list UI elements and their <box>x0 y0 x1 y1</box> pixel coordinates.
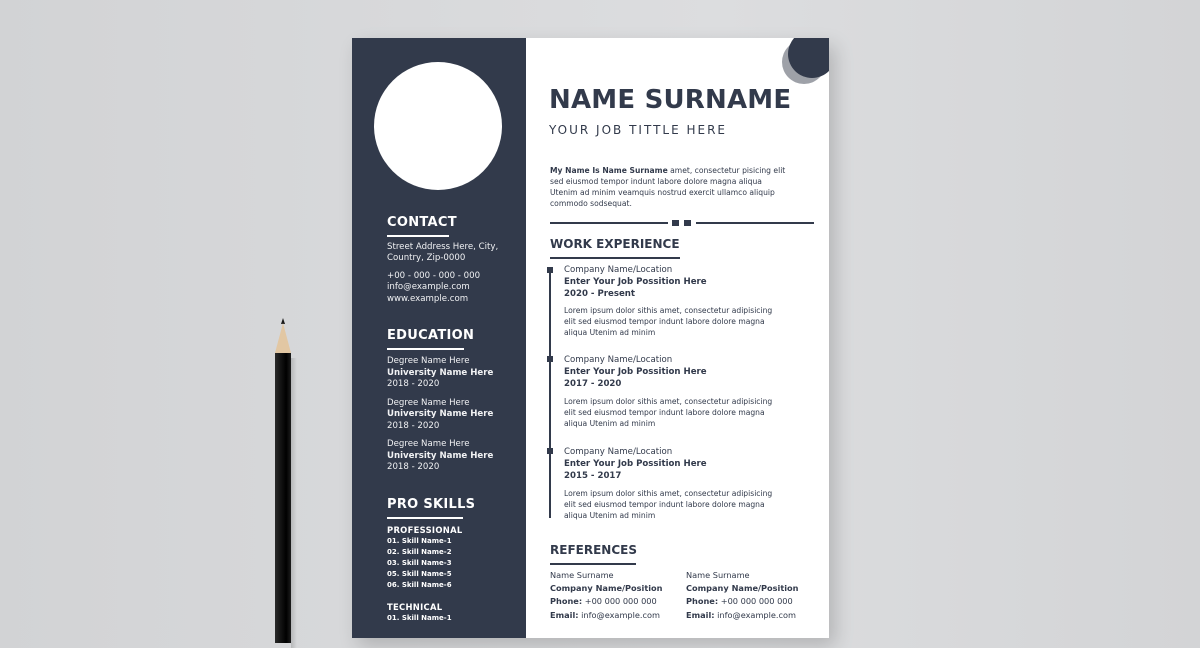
work-experience-heading: WORK EXPERIENCE <box>550 237 680 251</box>
reference-item: Name Surname Company Name/Position Phone: +00 000 000 000 Email: info@example.com <box>550 570 663 620</box>
references-rule <box>550 563 636 565</box>
education-degree: Degree Name Here <box>387 356 470 366</box>
education-degree: Degree Name Here <box>387 439 470 449</box>
work-item: Company Name/Location Enter Your Job Possition Here 2017 - 2020 Lorem ipsum dolor sithis amet, consectetur adipisicing elit sed eiusmod tempor indunt labore dolore magna aliqua Utenim ad minim <box>564 355 773 428</box>
skill-item: 03. Skill Name-3 <box>387 559 452 567</box>
section-divider <box>550 222 814 224</box>
resume-main <box>526 38 829 638</box>
work-experience-rule <box>550 257 680 259</box>
education-years: 2018 - 2020 <box>387 462 440 472</box>
resume-sidebar <box>352 38 526 638</box>
skill-item: 05. Skill Name-5 <box>387 570 452 578</box>
contact-rule <box>387 235 449 237</box>
work-item: Company Name/Location Enter Your Job Possition Here 2015 - 2017 Lorem ipsum dolor sithis amet, consectetur adipisicing elit sed eiusmod tempor indunt labore dolore magna aliqua Utenim ad minim <box>564 447 773 520</box>
education-heading: EDUCATION <box>387 328 475 343</box>
work-item: Company Name/Location Enter Your Job Possition Here 2020 - Present Lorem ipsum dolor sithis amet, consectetur adipisicing elit sed eiusmod tempor indunt labore dolore magna aliqua Utenim ad minim <box>564 265 773 337</box>
skills-rule <box>387 517 463 519</box>
education-degree: Degree Name Here <box>387 398 470 408</box>
education-university: University Name Here <box>387 451 494 461</box>
contact-heading: CONTACT <box>387 215 457 230</box>
contact-website: www.example.com <box>387 294 469 304</box>
contact-email: info@example.com <box>387 282 470 292</box>
resume-sheet <box>352 38 829 638</box>
contact-address-line2: Country, Zip-0000 <box>387 253 466 263</box>
education-years: 2018 - 2020 <box>387 421 440 431</box>
timeline-marker <box>547 356 553 362</box>
education-university: University Name Here <box>387 409 494 419</box>
reference-item: Name Surname Company Name/Position Phone: +00 000 000 000 Email: info@example.com <box>686 570 799 620</box>
skills-technical-label: TECHNICAL <box>387 602 443 612</box>
timeline-marker <box>547 448 553 454</box>
skills-heading: PRO SKILLS <box>387 497 476 512</box>
resume-job-title: YOUR JOB TITTLE HERE <box>549 123 728 137</box>
skill-item: 01. Skill Name-1 <box>387 614 452 622</box>
education-university: University Name Here <box>387 368 494 378</box>
work-timeline <box>549 270 551 518</box>
skill-item: 02. Skill Name-2 <box>387 548 452 556</box>
profile-photo-placeholder <box>374 62 502 190</box>
contact-address-line1: Street Address Here, City, <box>387 242 499 252</box>
resume-intro: My Name Is Name Surname amet, consectetur pisicing elit sed eiusmod tempor indunt labore dolore magna aliqua Utenim ad minim veamquis nostrud exercit ullamco aliquip commodo sodsequat. <box>550 166 786 208</box>
education-rule <box>387 348 464 350</box>
skills-professional-label: PROFESSIONAL <box>387 525 463 535</box>
skill-item: 01. Skill Name-1 <box>387 537 452 545</box>
education-years: 2018 - 2020 <box>387 379 440 389</box>
references-heading: REFERENCES <box>550 543 637 557</box>
skill-item: 06. Skill Name-6 <box>387 581 452 589</box>
contact-phone: +00 - 000 - 000 - 000 <box>387 271 481 281</box>
timeline-marker <box>547 267 553 273</box>
resume-name: NAME SURNAME <box>549 85 792 115</box>
pencil-icon <box>275 318 291 638</box>
